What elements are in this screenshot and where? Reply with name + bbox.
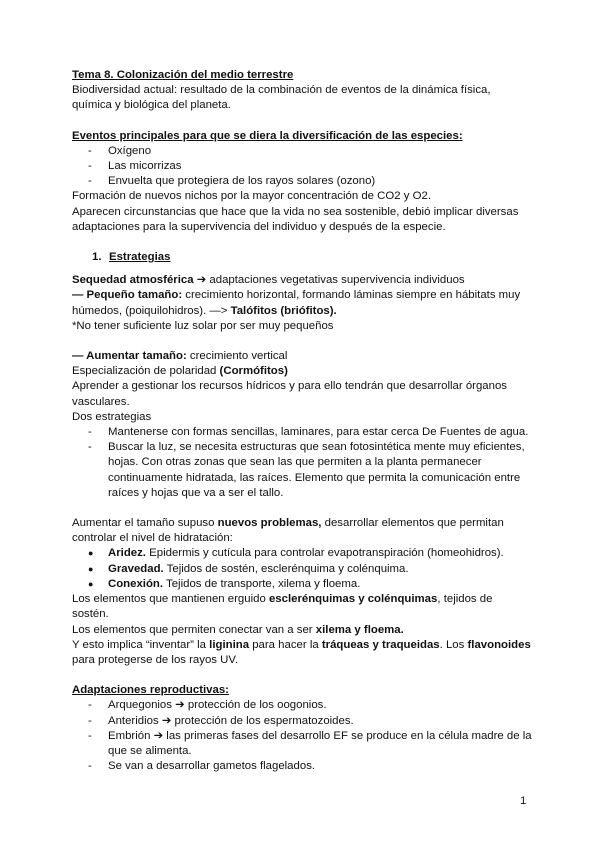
problemas-paragraph: Aumentar el tamaño supuso nuevos problemas, desarrollar elementos que permitan controlar el nivel de hidratación: xyxy=(72,517,504,545)
list-item: - Las micorrizas xyxy=(72,159,532,174)
eventos-paragraph: Aparecen circunstancias que hace que la vida no sea sostenible, debió implicar diversas adaptaciones para la supervivencia del individuo y después de la especie. xyxy=(72,205,519,233)
list-item: - Buscar la luz, se necesita estructuras que sean fotosintética mente muy eficientes, hojas. Con otras zonas que sean las que permiten a la planta permanecer continuamente hidratada, las raíces. Elemento que permita la comunicación entre raíces y hojas que va a ser el tallo. xyxy=(88,441,525,499)
document-title: Tema 8. Colonización del medio terrestre xyxy=(72,69,294,81)
reproductivas-list xyxy=(72,698,532,774)
eventos-paragraph: Formación de nuevos nichos por la mayor concentración de CO2 y O2. xyxy=(72,190,431,203)
dash-marker: - xyxy=(88,699,92,712)
dash-marker: - xyxy=(88,160,92,173)
note-line: *No tener suficiente luz solar por ser muy pequeños xyxy=(72,319,334,332)
conectar-line: Los elementos que permiten conectar van a ser xilema y floema. xyxy=(72,623,404,636)
document-page xyxy=(72,68,532,774)
list-item: - Envuelta que protegiera de los rayos solares (ozono) xyxy=(72,174,532,189)
section-title: Estrategias xyxy=(109,251,171,264)
list-item: - Mantenerse con formas sencillas, laminares, para estar cerca De Fuentes de agua. xyxy=(72,425,532,440)
list-item: ● Conexión. Tejidos de transporte, xilema y floema. xyxy=(72,577,532,592)
dash-marker: - xyxy=(88,760,92,773)
polaridad-line: Especialización de polaridad (Cormófitos) xyxy=(72,365,288,378)
dos-estrategias-label: Dos estrategias xyxy=(72,410,152,423)
problemas-list xyxy=(72,546,532,592)
list-item: - Arquegonios ➔ protección de los oogonios. xyxy=(72,698,532,713)
list-item: ● Aridez. Epidermis y cutícula para controlar evapotranspiración (homeohidros). xyxy=(72,546,532,561)
aumentar-line: — Aumentar tamaño: crecimiento vertical xyxy=(72,350,288,363)
intro-label: Biodiversidad actual: xyxy=(72,84,178,97)
intro-paragraph xyxy=(72,83,532,113)
page-number: 1 xyxy=(520,795,527,807)
eventos-list xyxy=(72,144,532,190)
dash-marker: - xyxy=(88,426,92,439)
bullet-marker: ● xyxy=(88,578,94,589)
eventos-heading: Eventos principales para que se diera la diversificación de las especies: xyxy=(72,129,463,142)
sequedad-line: Sequedad atmosférica ➔ adaptaciones vegetativas supervivencia individuos xyxy=(72,274,465,287)
bullet-marker: ● xyxy=(88,563,94,574)
list-item: - Anteridios ➔ protección de los espermatozoides. xyxy=(72,714,532,729)
list-item: - Embrión ➔ las primeras fases del desarrollo EF se produce en la célula madre de la que se alimenta. xyxy=(88,729,532,757)
list-item: ● Gravedad. Tejidos de sostén, esclerénquima y colénquima. xyxy=(72,562,532,577)
section-number: 1. xyxy=(92,251,102,264)
bullet-marker: ● xyxy=(88,548,94,559)
dash-marker: - xyxy=(88,714,92,727)
pequeno-paragraph: — Pequeño tamaño: crecimiento horizontal, formando láminas siempre en hábitats muy húmedos, (poiquilohidros). —> Talófitos (briófitos). xyxy=(72,289,521,317)
dash-marker: - xyxy=(88,441,92,454)
sosten-line: Los elementos que mantienen erguido esclerénquimas y colénquimas, tejidos de sostén. xyxy=(72,593,493,621)
dash-marker: - xyxy=(88,729,92,742)
estrategias-list xyxy=(72,425,532,501)
intro-text: resultado de la combinación de eventos de la dinámica física, química y biológica del planeta. xyxy=(72,84,491,112)
reproductivas-heading: Adaptaciones reproductivas: xyxy=(72,684,229,697)
dash-marker: - xyxy=(88,144,92,157)
aprender-paragraph: Aprender a gestionar los recursos hídricos y para ello tendrán que desarrollar órganos vasculares. xyxy=(72,380,507,408)
list-item: - Oxígeno xyxy=(72,144,532,159)
section-heading-estrategias xyxy=(72,250,532,265)
dash-marker: - xyxy=(88,175,92,188)
liginina-paragraph: Y esto implica “inventar” la liginina para hacer la tráqueas y traqueidas. Los flavonoides para protegerse de los rayos UV. xyxy=(72,638,531,666)
list-item: - Se van a desarrollar gametos flagelados. xyxy=(72,759,532,774)
